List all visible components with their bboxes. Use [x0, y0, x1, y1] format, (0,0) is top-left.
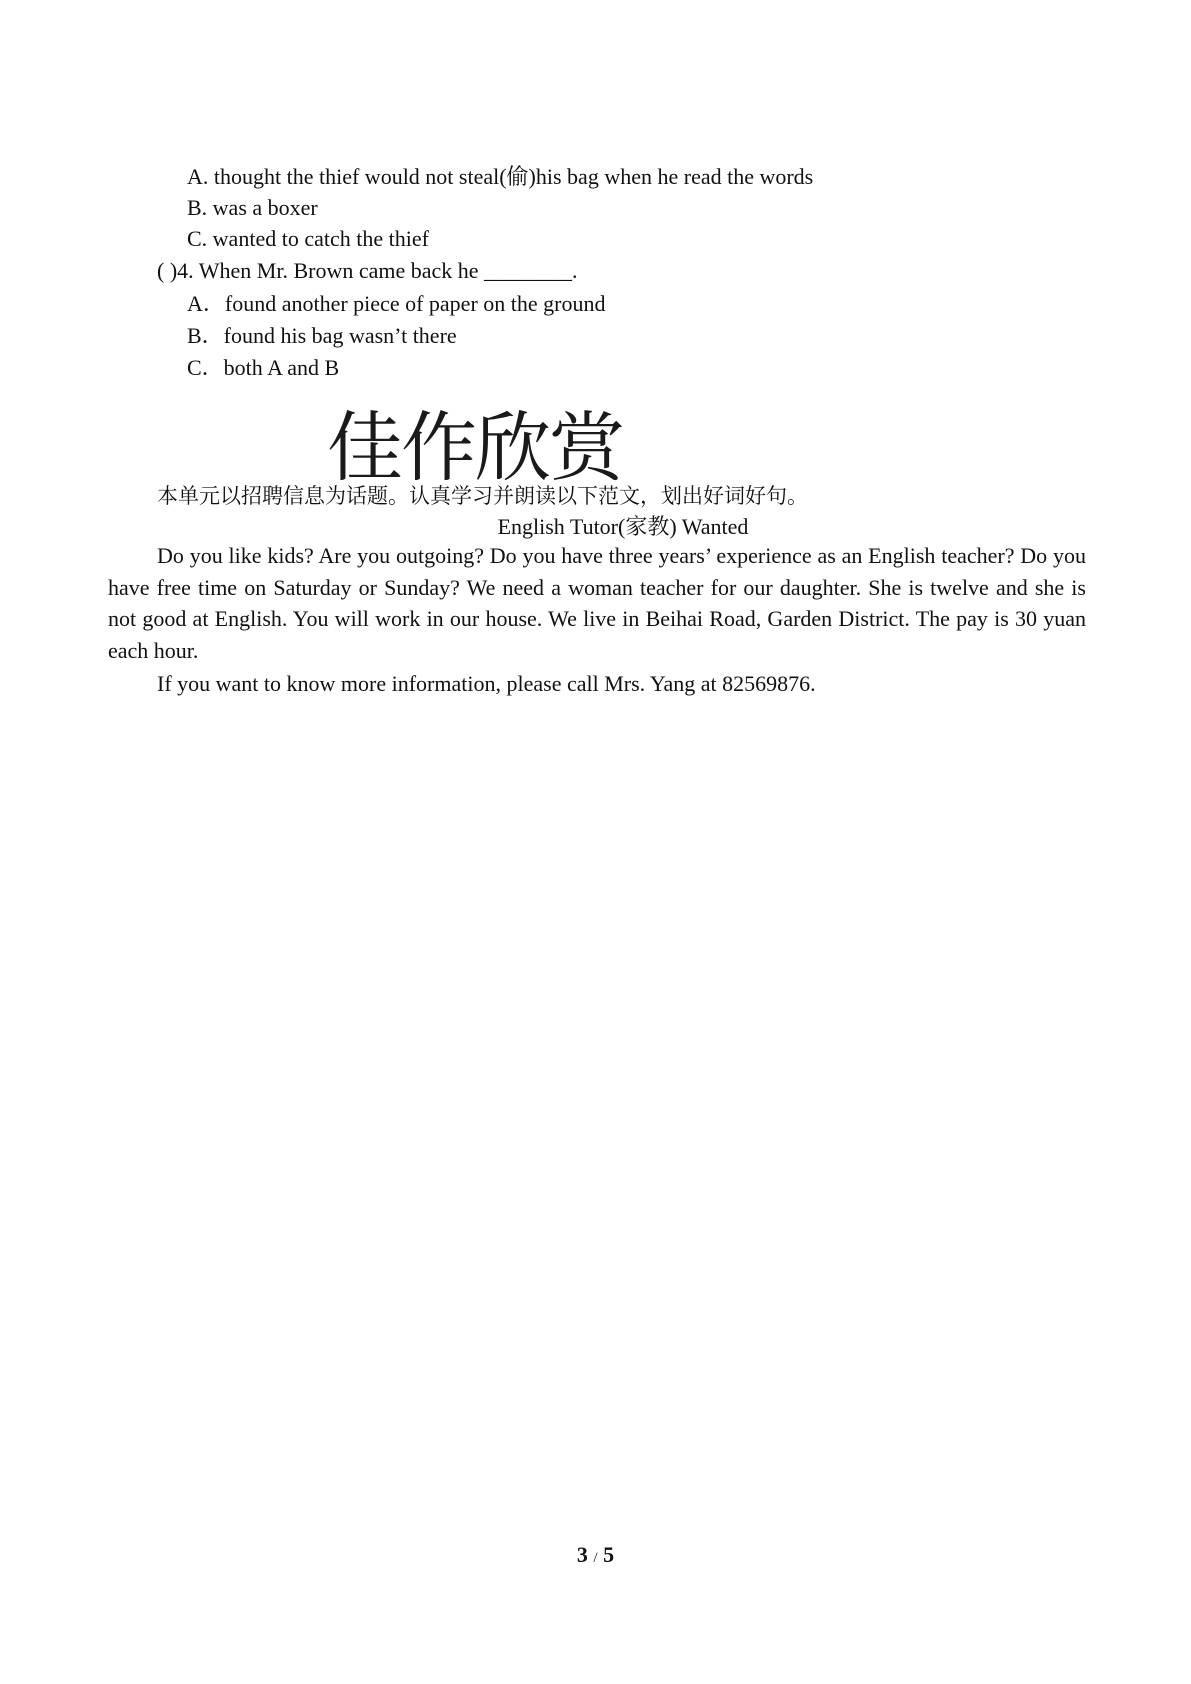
essay-paragraph-2: If you want to know more information, please call Mrs. Yang at 82569876.	[157, 671, 816, 696]
essay-paragraph-1: Do you like kids? Are you outgoing? Do you have three years’ experience as an English teacher? Do you have free time on Saturday or Sunday? We need a woman teacher for our daughter. She is twelve and she is not good at English. You will work in our house. We live in Beihai Road, Garden District. The pay is 30 yuan each hour.	[108, 543, 1086, 663]
total-pages: 5	[603, 1542, 615, 1567]
q4-option-b: B．found his bag wasn’t there	[187, 323, 457, 348]
q4-option-a: A．found another piece of paper on the ground	[187, 291, 606, 316]
q3-option-b: B. was a boxer	[187, 195, 318, 220]
q3-option-c: C. wanted to catch the thief	[187, 226, 429, 251]
q3-option-a: A. thought the thief would not steal(偷)his bag when he read the words	[187, 164, 814, 189]
current-page: 3	[576, 1542, 588, 1567]
q4-stem: ( )4. When Mr. Brown came back he ________.	[157, 258, 578, 283]
page-number	[0, 1542, 1191, 1571]
page-separator: /	[593, 1550, 598, 1566]
essay-title: English Tutor(家教) Wanted	[497, 514, 749, 539]
q4-option-c: C．both A and B	[187, 355, 340, 380]
section-intro: 本单元以招聘信息为话题。认真学习并朗读以下范文，划出好词好句。	[157, 484, 808, 508]
section-title: 佳作欣赏	[327, 403, 623, 492]
